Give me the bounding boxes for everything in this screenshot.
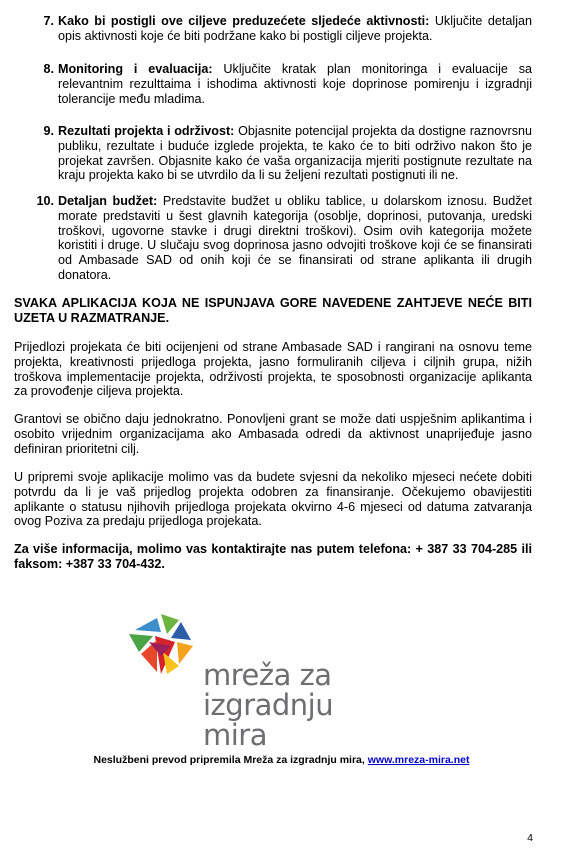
list-item-7	[14, 14, 532, 44]
item-heading: Detaljan budžet:	[58, 194, 158, 208]
logo-line-2: izgradnju mira	[203, 688, 334, 752]
item-heading: Rezultati projekta i održivost:	[58, 124, 235, 138]
item-heading: Monitoring i evaluacija:	[58, 62, 213, 76]
item-number: 10.	[36, 194, 54, 208]
list-item-9	[14, 124, 532, 183]
item-body: Objasnite potencijal projekta da dostigne raznovrsnu publiku, rezultate i buduće izglede projekta, te kako će to biti održivo nakon što je projekat završen. Objasnite kako će vaša organizacija mjeriti postignute rezultate na kraju projekta kako bi se utvrdilo da li su željeni rezultati postignuti ili ne.	[58, 124, 533, 183]
footer-link[interactable]: www.mreza-mira.net	[367, 754, 470, 766]
logo-mark-icon	[127, 612, 197, 678]
footer-note	[0, 754, 563, 766]
footer-text: Neslužbeni prevod pripremila Mreža za izgradnju mira,	[93, 754, 368, 766]
item-number: 9.	[43, 124, 54, 138]
item-body: Uključite kratak plan monitoringa i evaluacije sa relevantnim rezulttaima i ishodima aktivnosti koje doprinose pomirenju i izgradnji tolerancije među mladima.	[58, 62, 532, 106]
list-item-8	[14, 62, 532, 106]
page-number: 4	[527, 832, 533, 844]
contact-info: Za više informacija, molimo vas kontaktirajte nas putem telefona: + 387 33 704-285 ili faksom: +387 33 704-432.	[14, 542, 532, 571]
logo-line-1: mreža za	[203, 658, 332, 692]
item-body: Uključite detaljan opis aktivnosti koje će biti podržane kako bi postigli ciljeve projekta.	[58, 14, 532, 43]
paragraph-notification: U pripremi svoje aplikacije molimo vas da budete svjesni da nekoliko mjeseci nećete dobiti potvrdu da li je vaš prijedlog projekta odobren za finansiranje. Očekujemo obavijestiti aplikante o statusu njihovih prijedloga projekata okvirno 4-6 mjeseci od datuma zatvaranja ovog Poziva za predaju prijedloga projekata.	[14, 470, 532, 529]
list-item-10	[14, 194, 532, 283]
paragraph-evaluation: Prijedlozi projekata će biti ocijenjeni od strane Ambasade SAD i rangirani na osnovu teme projekta, kreativnosti prijedloga projekta, jasno formuliranih ciljeva i ciljnih grupa, nižih troškova implementacije projekta, održivosti projekta, te sposobnosti organizacije aplikanta za provođenje ciljeva projekta.	[14, 340, 532, 399]
warning-notice: SVAKA APLIKACIJA KOJA NE ISPUNJAVA GORE NAVEDENE ZAHTJEVE NEĆE BITI UZETA U RAZMATRANJE.	[14, 296, 532, 325]
logo-wordmark	[203, 660, 387, 750]
item-heading: Kako bi postigli ove ciljeve preduzećete sljedeće aktivnosti:	[58, 14, 430, 28]
item-body: Predstavite budžet u obliku tablice, u dolarskom iznosu. Budžet morate predstaviti u šest glavnih kategorija (osoblje, doprinosi, putovanja, uredski troškovi, ugovorne stavke i drugi direktni troškovi). Osim ovih kategorija možete koristiti i druge. U slučaju svog doprinosa jasno odvojiti troškove koji će se finansirati od Ambasade SAD od onih koji će se finansirati od strane aplikanta ili drugih donatora.	[58, 194, 532, 282]
paragraph-grants: Grantovi se obično daju jednokratno. Ponovljeni grant se može dati uspješnim aplikantima i osobito vrijednim organizacijama ako Ambasada odredi da aktivnost unaprijeđuje jasno definiran prioritetni cilj.	[14, 412, 532, 456]
mreza-za-izgradnju-mira-logo	[127, 612, 387, 752]
item-number: 8.	[43, 62, 54, 76]
item-number: 7.	[43, 14, 54, 28]
